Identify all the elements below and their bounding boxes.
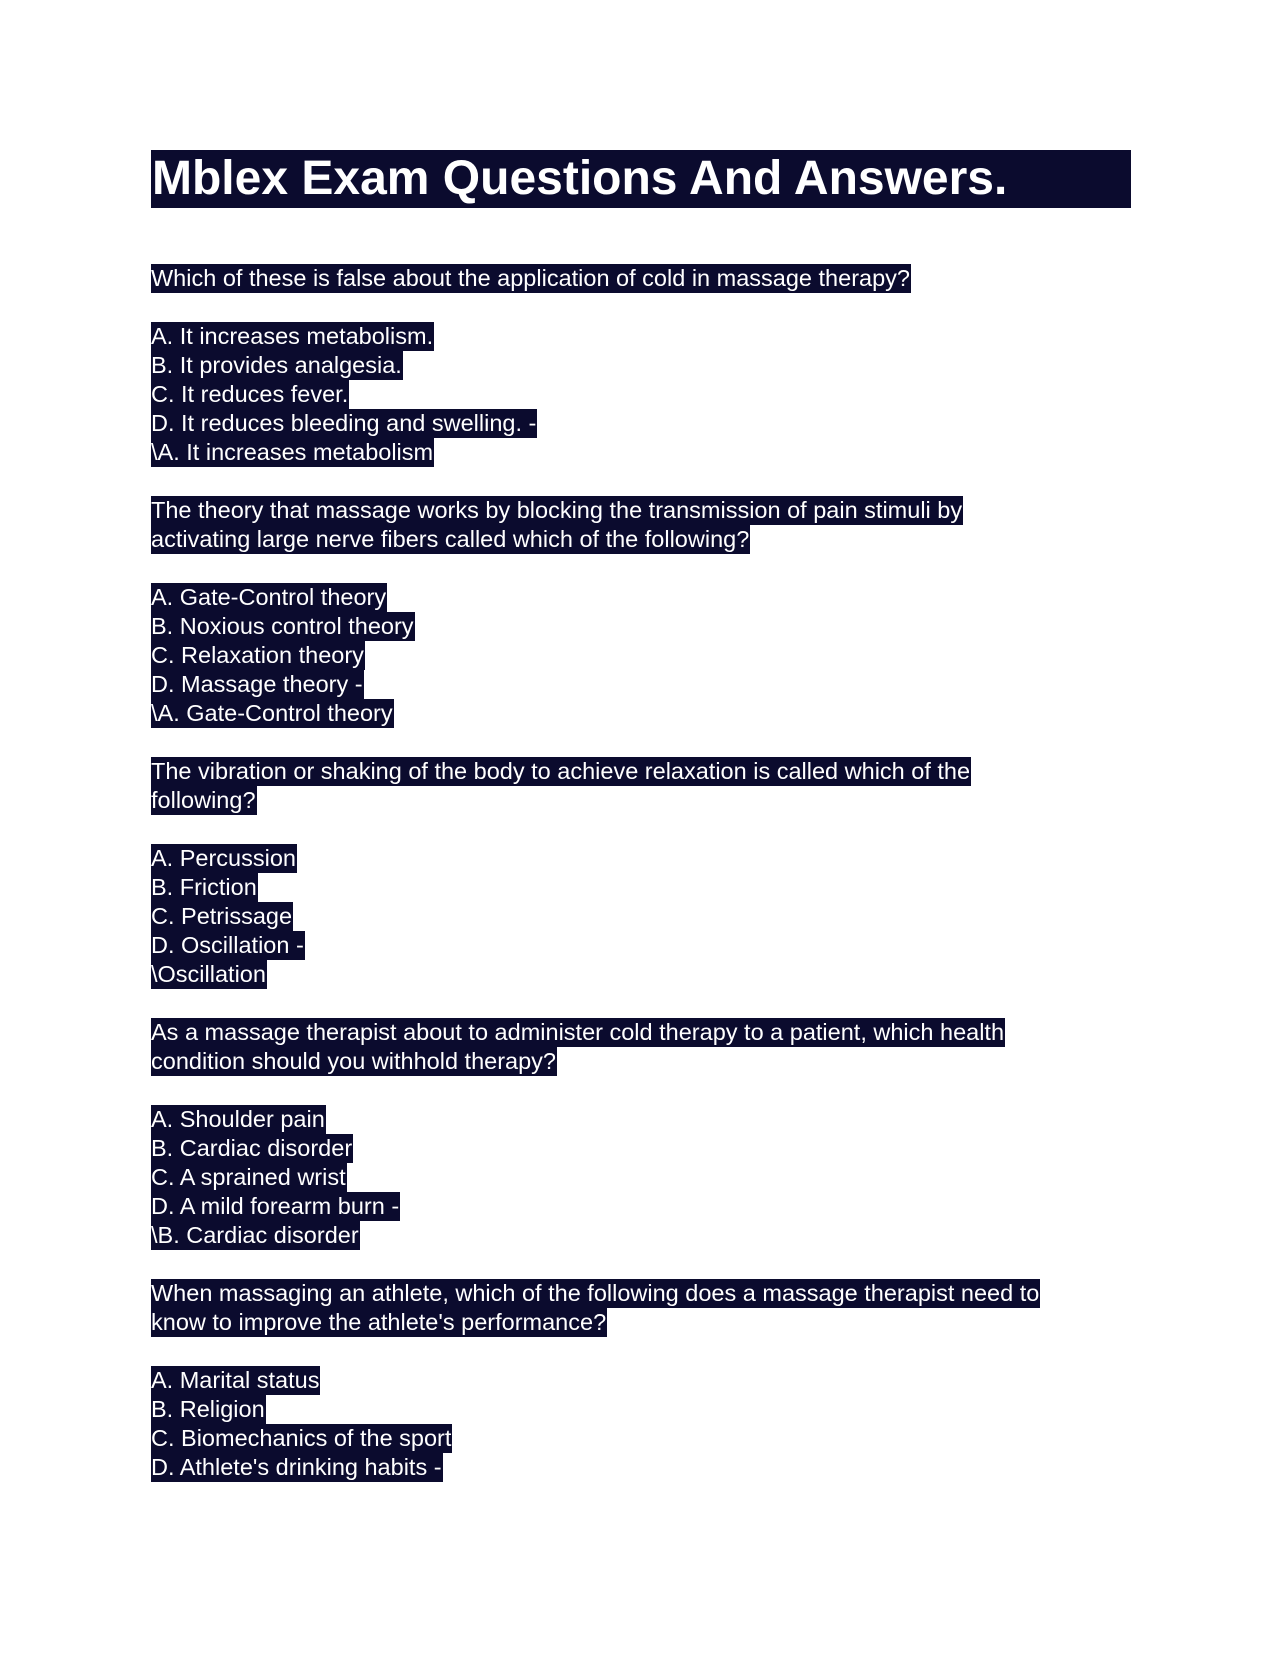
option-b: B. Noxious control theory xyxy=(151,613,414,639)
question-line: activating large nerve fibers called which of the following? xyxy=(151,526,750,552)
question-block-4 xyxy=(151,1018,1131,1250)
question-block-3 xyxy=(151,757,1131,989)
option-b: B. Cardiac disorder xyxy=(151,1135,353,1161)
option-c: C. Biomechanics of the sport xyxy=(151,1425,452,1451)
option-d: D. Athlete's drinking habits - xyxy=(151,1454,442,1480)
answer-line: \B. Cardiac disorder xyxy=(151,1222,359,1248)
question-line: As a massage therapist about to administer cold therapy to a patient, which health xyxy=(151,1019,1005,1045)
option-d: D. A mild forearm burn - xyxy=(151,1193,400,1219)
question-line: know to improve the athlete's performance? xyxy=(151,1309,607,1335)
option-d: D. It reduces bleeding and swelling. - xyxy=(151,410,537,436)
question-block-1 xyxy=(151,264,1131,467)
option-c: C. It reduces fever. xyxy=(151,381,349,407)
title-bar xyxy=(151,150,1131,208)
option-a: A. Marital status xyxy=(151,1367,320,1393)
option-a: A. Gate-Control theory xyxy=(151,584,387,610)
answer-line: \A. It increases metabolism xyxy=(151,439,434,465)
question-line: When massaging an athlete, which of the following does a massage therapist need to xyxy=(151,1280,1040,1306)
option-a: A. It increases metabolism. xyxy=(151,323,434,349)
option-d: D. Massage theory - xyxy=(151,671,363,697)
option-b: B. Religion xyxy=(151,1396,265,1422)
option-b: B. It provides analgesia. xyxy=(151,352,402,378)
question-line: The theory that massage works by blocking the transmission of pain stimuli by xyxy=(151,497,963,523)
option-c: C. Petrissage xyxy=(151,903,293,929)
question-block-5 xyxy=(151,1279,1131,1482)
option-b: B. Friction xyxy=(151,874,257,900)
option-a: A. Shoulder pain xyxy=(151,1106,325,1132)
question-line: condition should you withhold therapy? xyxy=(151,1048,556,1074)
question-line: Which of these is false about the application of cold in massage therapy? xyxy=(151,265,910,291)
option-d: D. Oscillation - xyxy=(151,932,304,958)
option-c: C. A sprained wrist xyxy=(151,1164,346,1190)
option-a: A. Percussion xyxy=(151,845,296,871)
answer-line: \A. Gate-Control theory xyxy=(151,700,393,726)
question-block-2 xyxy=(151,496,1131,728)
question-line: following? xyxy=(151,787,256,813)
document-page xyxy=(151,150,1131,1482)
option-c: C. Relaxation theory xyxy=(151,642,364,668)
page-title: Mblex Exam Questions And Answers. xyxy=(152,152,1008,205)
question-line: The vibration or shaking of the body to achieve relaxation is called which of the xyxy=(151,758,971,784)
answer-line: \Oscillation xyxy=(151,961,266,987)
